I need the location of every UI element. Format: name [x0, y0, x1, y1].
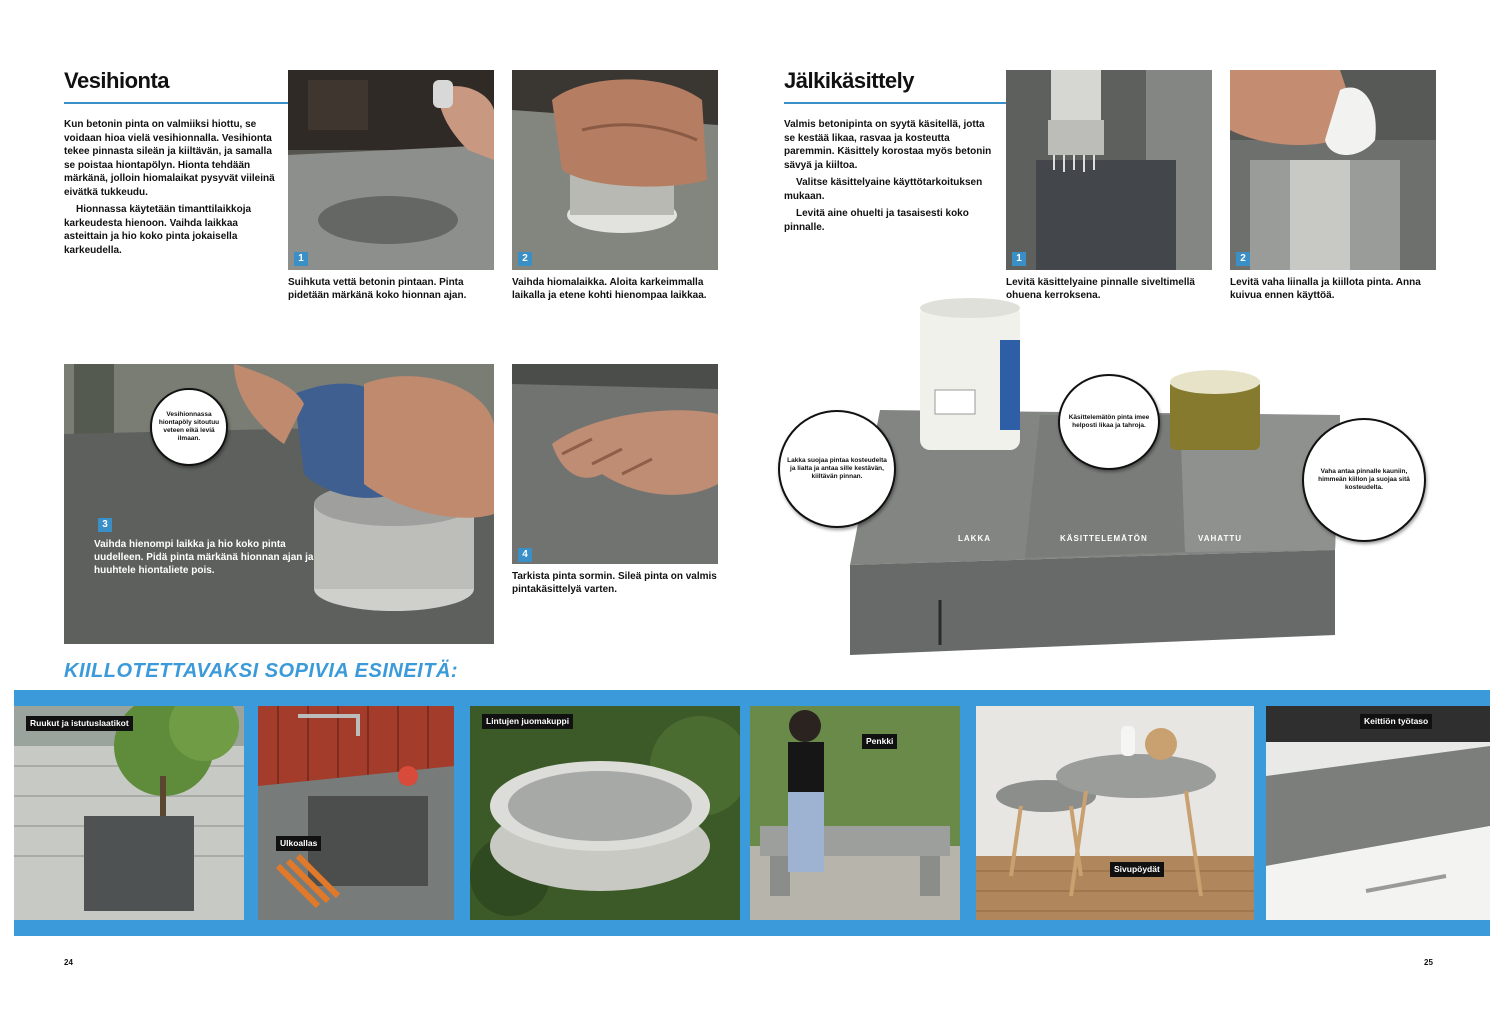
- finish-step-2-photo: [1230, 70, 1436, 270]
- step-number: 1: [294, 252, 308, 266]
- heading-rule: [784, 102, 1006, 104]
- step-number: 2: [518, 252, 532, 266]
- example-caption: Ruukut ja istutuslaatikot: [26, 716, 133, 731]
- untreated-bubble: Käsittelemätön pinta imee helposti likaa ja tahroja.: [1058, 374, 1160, 470]
- sample-label-lakka: LAKKA: [958, 534, 991, 543]
- example-countertop-photo: [1266, 706, 1490, 920]
- step-number: 1: [1012, 252, 1026, 266]
- finish-step-1-photo: [1006, 70, 1212, 270]
- example-caption: Ulkoallas: [276, 836, 321, 851]
- example-caption: Keittiön työtaso: [1360, 714, 1432, 729]
- finish-step-1-caption: Levitä käsittelyaine pinnalle siveltimellä ohuena kerroksena.: [1006, 277, 1195, 301]
- page-heading-jalkikasittely: Jälkikäsittely: [784, 68, 914, 93]
- example-caption: Sivupöydät: [1110, 862, 1164, 877]
- step-2-caption: Vaihda hiomalaikka. Aloita karkeimmalla laikalla ja etene kohti hienompaa laikkaa.: [512, 277, 707, 301]
- intro-text: [784, 118, 996, 238]
- finish-sample-slab: [840, 290, 1340, 662]
- intro-text: [64, 118, 276, 261]
- intro-paragraph: Valmis betonipinta on syytä käsitellä, jotta se kestää likaa, rasvaa ja kosteutta paremmin. Käsittely korostaa myös betonin sävyä ja kiiltoa.: [784, 119, 992, 171]
- intro-paragraph: Levitä aine ohuelti ja tasaisesti koko pinnalle.: [784, 208, 969, 233]
- vaha-bubble: Vaha antaa pinnalle kauniin, himmeän kiillon ja suojaa sitä kosteudelta.: [1302, 418, 1426, 542]
- tip-bubble: Vesihionnassa hiontapöly sitoutuu veteen eikä leviä ilmaan.: [150, 388, 228, 466]
- examples-title: KIILLOTETTAVAKSI SOPIVIA ESINEITÄ:: [64, 660, 459, 682]
- finish-step-2-caption: Levitä vaha liinalla ja kiillota pinta. Anna kuivua ennen käyttöä.: [1230, 277, 1421, 301]
- example-sink-photo: [258, 706, 454, 920]
- step-1-photo: [288, 70, 494, 270]
- sample-label-vaha: VAHATTU: [1198, 534, 1243, 543]
- example-caption: Penkki: [862, 734, 897, 749]
- right-page-number: 25: [1424, 958, 1433, 967]
- example-tables-photo: [976, 706, 1254, 920]
- heading-rule: [64, 102, 288, 104]
- step-3-photo: [64, 364, 494, 644]
- step-4-photo: [512, 364, 718, 564]
- left-page-number: 24: [64, 958, 73, 967]
- page-heading-vesihionta: Vesihionta: [64, 68, 170, 93]
- intro-paragraph: Kun betonin pinta on valmiiksi hiottu, se voidaan hioa vielä vesihionnalla. Vesihionta tekee pinnasta sileän ja kiiltävän, ja samalla se poistaa hiontapölyn. Hionta tehdään märkänä, jolloin hiomalaikat pysyvät viileinä eivätkä tukkeudu.: [64, 119, 275, 198]
- sample-label-untreated: KÄSITTELEMÄTÖN: [1060, 534, 1148, 543]
- step-number: 2: [1236, 252, 1250, 266]
- intro-paragraph: Hionnassa käytetään timanttilaikkoja karkeudesta hienoon. Vaihda laikkaa asteittain ja hio koko pinta jokaisella karkeudella.: [64, 204, 252, 256]
- example-caption: Lintujen juomakuppi: [482, 714, 573, 729]
- example-bench-photo: [750, 706, 960, 920]
- example-birdbath-photo: [470, 706, 740, 920]
- step-1-caption: Suihkuta vettä betonin pintaan. Pinta pidetään märkänä koko hionnan ajan.: [288, 277, 467, 301]
- step-4-caption: Tarkista pinta sormin. Sileä pinta on valmis pintakäsittelyä varten.: [512, 571, 717, 595]
- intro-paragraph: Valitse käsittelyaine käyttötarkoituksen mukaan.: [784, 177, 983, 202]
- step-2-photo: [512, 70, 718, 270]
- step-number: 3: [98, 518, 112, 532]
- example-planter-photo: [14, 706, 244, 920]
- lakka-bubble: Lakka suojaa pintaa kosteudelta ja lialta ja antaa sille kestävän, kiiltävän pinnan.: [778, 410, 896, 528]
- step-number: 4: [518, 548, 532, 562]
- step-3-caption: Vaihda hienompi laikka ja hio koko pinta uudelleen. Pidä pinta märkänä hionnan ajan ja huuhtele hiontaliete pois.: [94, 539, 314, 576]
